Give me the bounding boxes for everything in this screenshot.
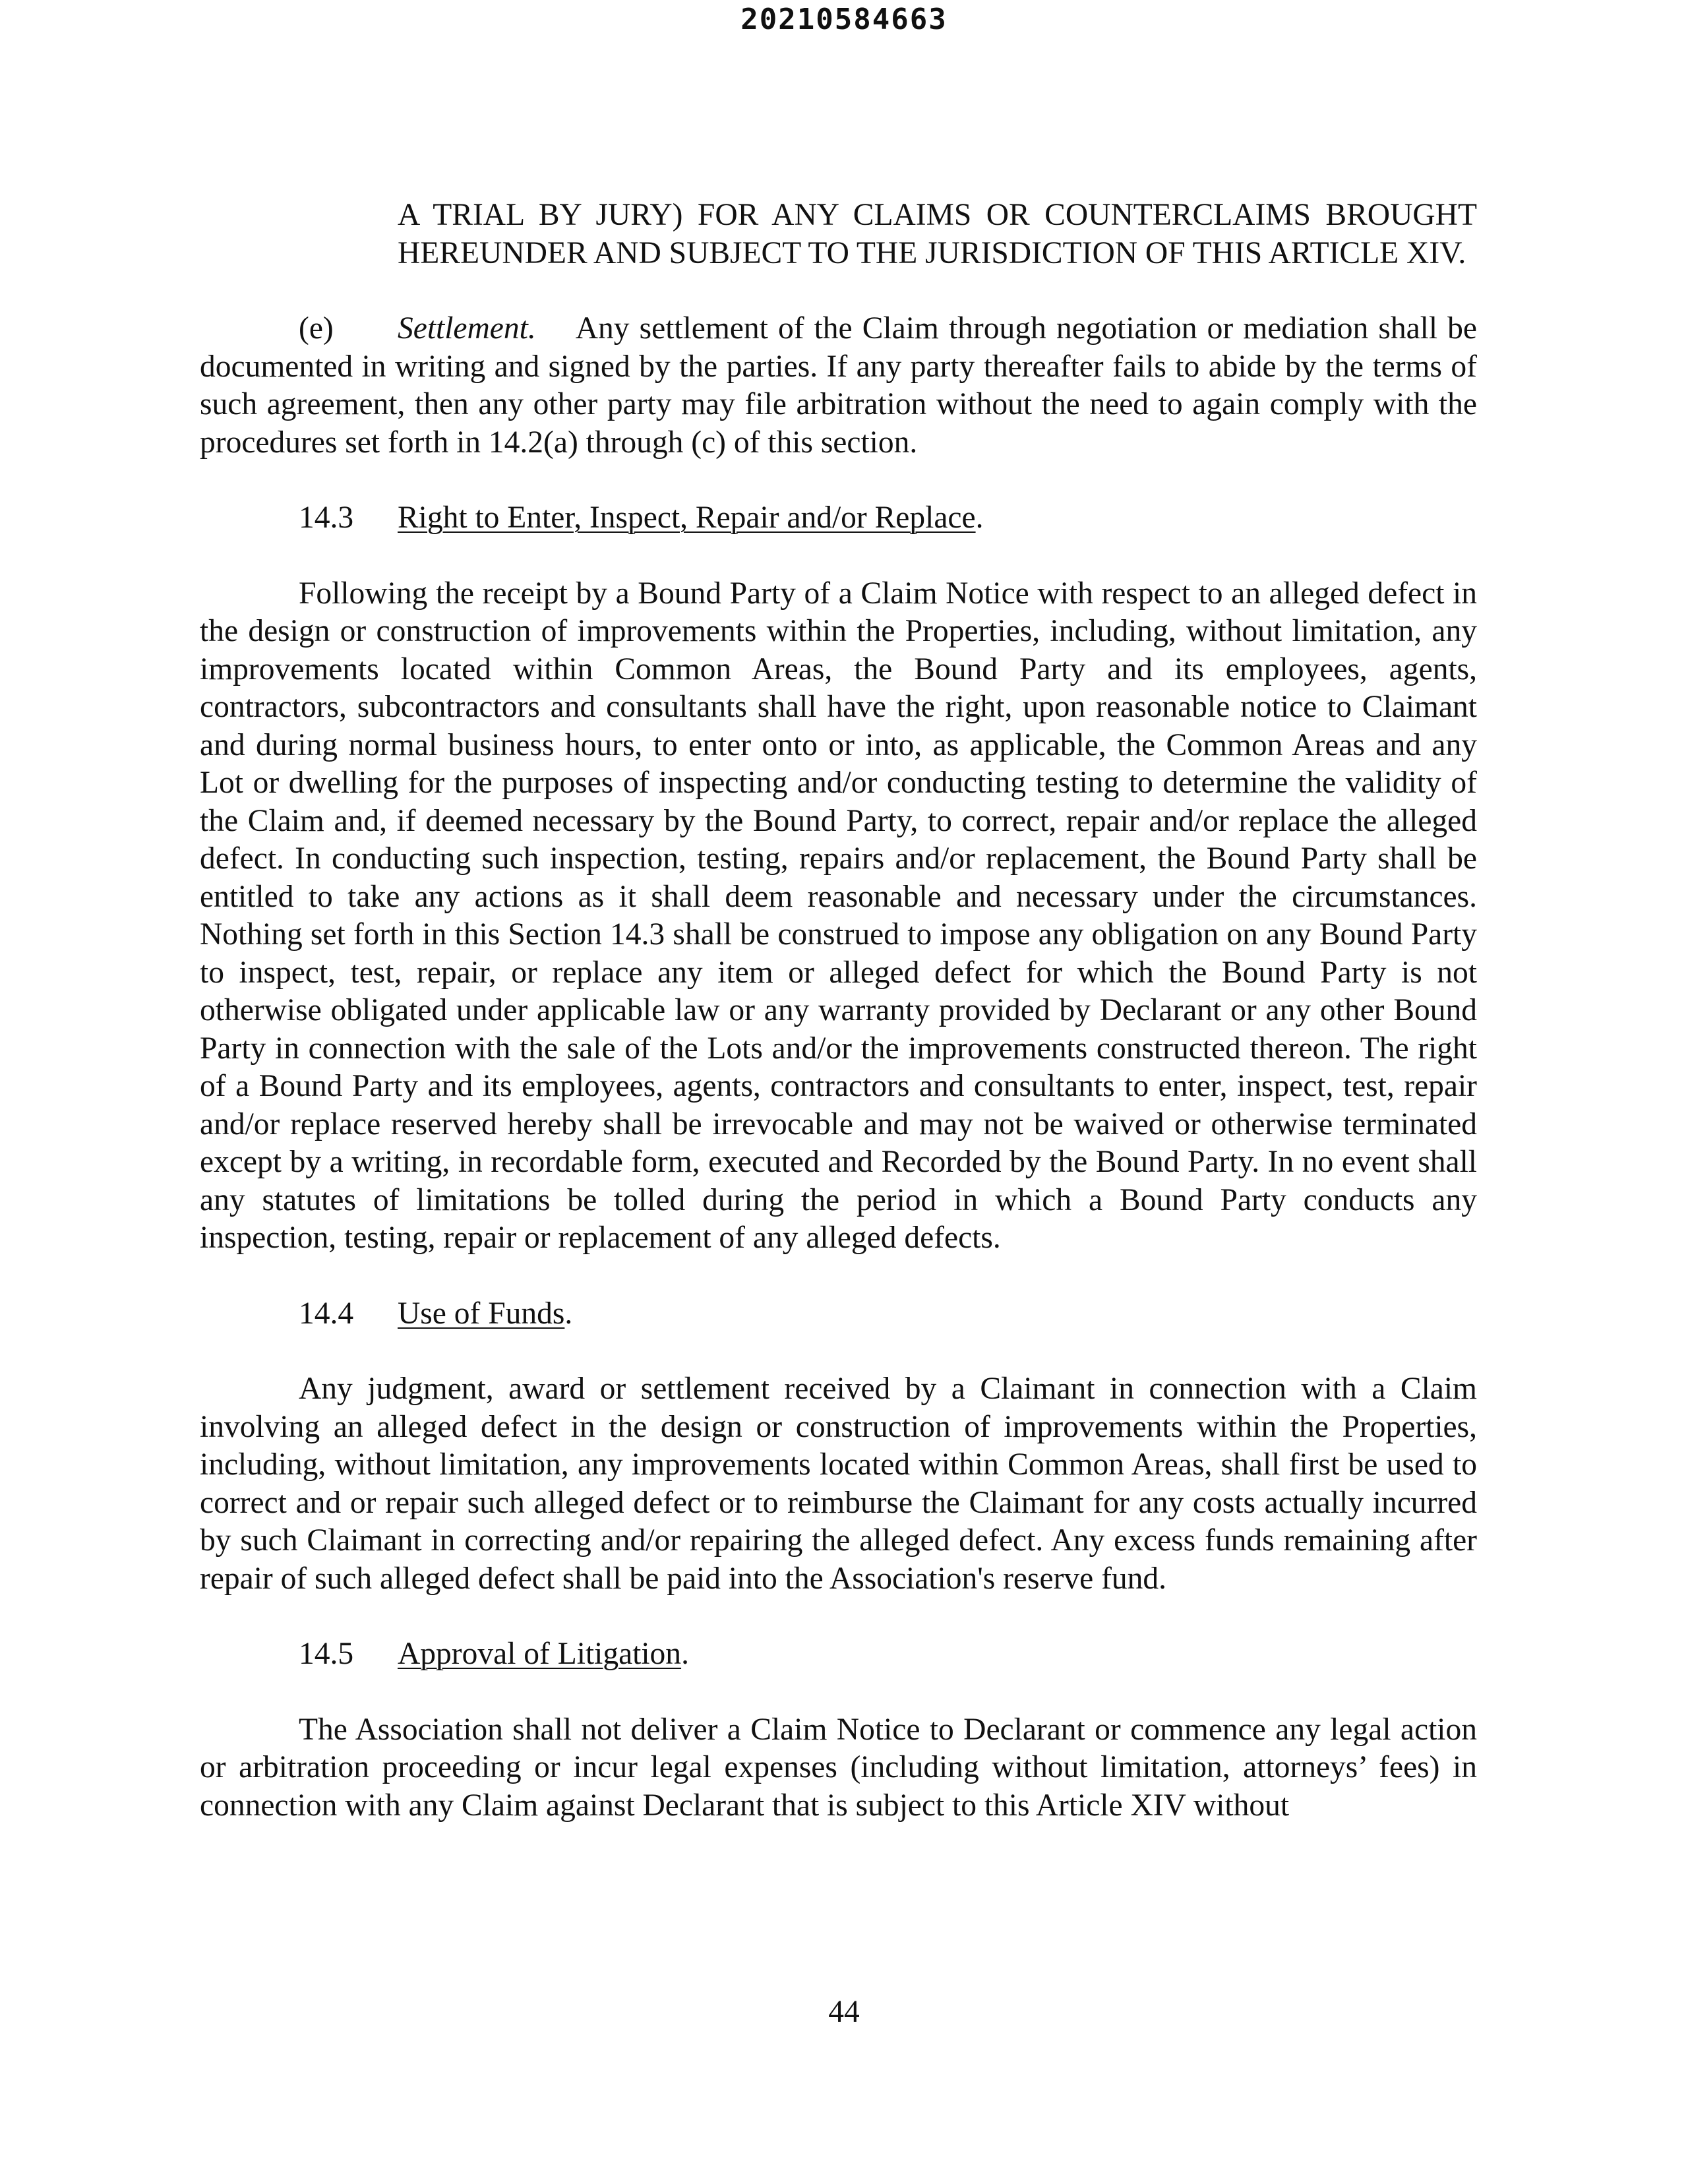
subsection-e-paragraph [200, 310, 1477, 462]
section-14-3-number: 14.3 [299, 501, 354, 535]
subsection-e-text: Any settlement of the Claim through negotiation or mediation shall be documented in writing and signed by the parties. If any party thereafter fails to abide by the terms of such agreement, then any other party may file arbitration without the need to again comply with the procedures set forth in 14.2(a) through (c) of this section. [200, 311, 1477, 460]
section-14-3-heading: 14.3 Right to Enter, Inspect, Repair and/or Replace. [299, 499, 1477, 537]
subsection-e-label: (e) [299, 311, 334, 346]
section-14-4-number: 14.4 [299, 1296, 354, 1331]
section-14-5-title: Approval of Litigation [398, 1637, 682, 1671]
section-14-5-number: 14.5 [299, 1637, 354, 1671]
continuation-paragraph: A TRIAL BY JURY) FOR ANY CLAIMS OR COUNTERCLAIMS BROUGHT HEREUNDER AND SUBJECT TO THE JURISDICTION OF THIS ARTICLE XIV. [398, 198, 1477, 270]
document-number: 20210584663 [740, 3, 948, 36]
section-14-4-heading: 14.4 Use of Funds. [299, 1295, 1477, 1333]
document-body [200, 197, 1477, 1862]
section-14-5-heading: 14.5 Approval of Litigation. [299, 1635, 1477, 1674]
section-14-3-text: Following the receipt by a Bound Party of a Claim Notice with respect to an alleged defect in the design or construction of improvements within the Properties, including, without limitation, any improvements located within Common Areas, the Bound Party and its employees, agents, contractors, subcontractors and consultants shall have the right, upon reasonable notice to Claimant and during normal business hours, to enter onto or into, as applicable, the Common Areas and any Lot or dwelling for the purposes of inspecting and/or conducting testing to determine the validity of the Claim and, if deemed necessary by the Bound Party, to correct, repair and/or replace the alleged defect. In conducting such inspection, testing, repairs and/or replacement, the Bound Party shall be entitled to take any actions as it shall deem reasonable and necessary under the circumstances. Nothing set forth in this Section 14.3 shall be construed to impose any obligation on any Bound Party to inspect, test, repair, or replace any item or alleged defect for which the Bound Party is not otherwise obligated under applicable law or any warranty provided by Declarant or any other Bound Party in connection with the sale of the Lots and/or the improvements constructed thereon. The right of a Bound Party and its employees, agents, contractors and consultants to enter, inspect, test, repair and/or replace reserved hereby shall be irrevocable and may not be waived or otherwise terminated except by a writing, in recordable form, executed and Recorded by the Bound Party. In no event shall any statutes of limitations be tolled during the period in which a Bound Party conducts any inspection, testing, repair or replacement of any alleged defects. [200, 576, 1477, 1255]
section-14-4-title: Use of Funds [398, 1296, 565, 1331]
subsection-e-title: Settlement. [398, 311, 536, 346]
section-14-3-title: Right to Enter, Inspect, Repair and/or Replace [398, 501, 976, 535]
section-14-5-text: The Association shall not deliver a Claim Notice to Declarant or commence any legal action or arbitration proceeding or incur legal expenses (including without limitation, attorneys’ fees) in connection with any Claim against Declarant that is subject to this Article XIV without [200, 1712, 1477, 1823]
section-14-4-text: Any judgment, award or settlement received by a Claimant in connection with a Claim involving an alleged defect in the design or construction of improvements within the Properties, including, without limitation, any improvements located within Common Areas, shall first be used to correct and or repair such alleged defect or to reimburse the Claimant for any costs actually incurred by such Claimant in correcting and/or repairing the alleged defect. Any excess funds remaining after repair of such alleged defect shall be paid into the Association's reserve fund. [200, 1372, 1477, 1596]
page-number: 44 [828, 1995, 860, 2029]
